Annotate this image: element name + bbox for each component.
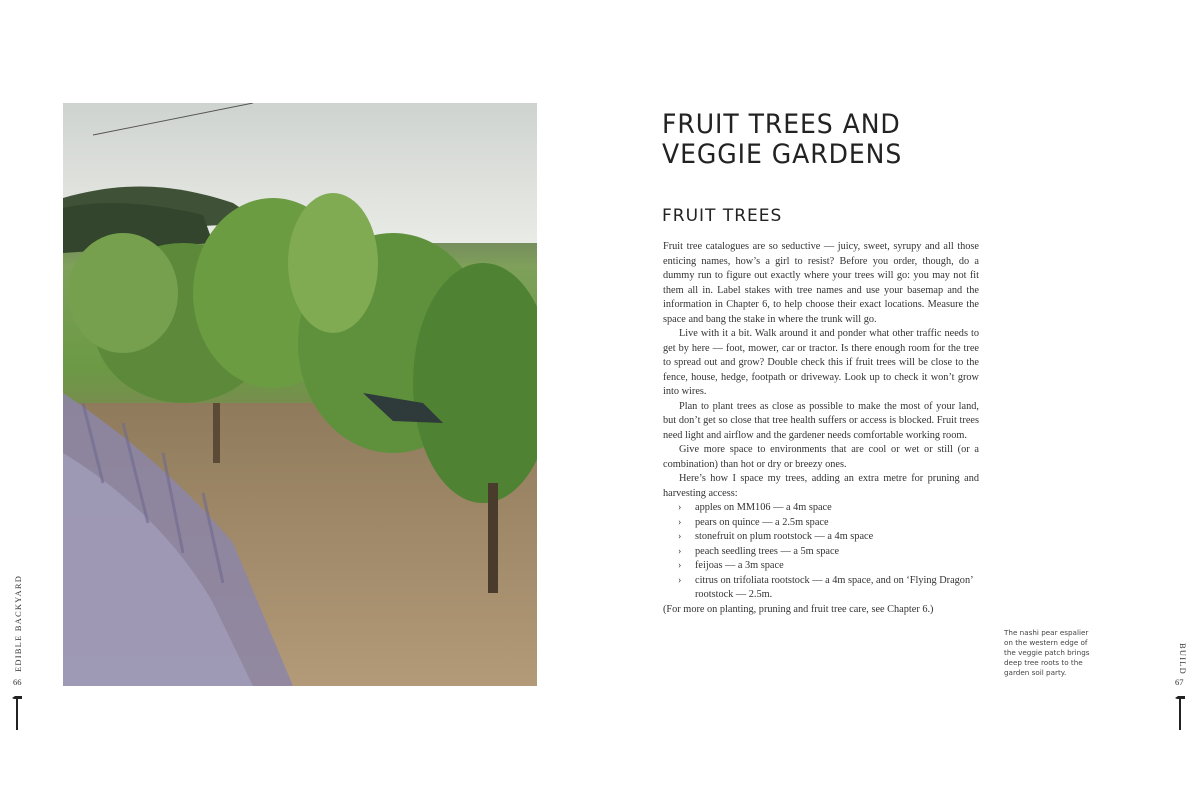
paragraph: Here’s how I space my trees, adding an extra metre for pruning and harvesting access:	[663, 473, 979, 499]
tree-spacing-list	[663, 501, 979, 603]
garden-fork-icon	[1174, 696, 1186, 737]
list-marker: ›	[678, 545, 682, 557]
running-head-left: EDIBLE BACKYARD	[13, 574, 23, 672]
running-head-right: BUILD	[1178, 643, 1188, 675]
list-marker: ›	[678, 574, 682, 586]
body-text	[663, 240, 979, 617]
list-item: › apples on MM106 — a 4m space	[695, 501, 979, 516]
page-number-right: 67	[1175, 677, 1184, 687]
list-marker: ›	[678, 502, 682, 513]
paragraph: Fruit tree catalogues are so seductive — juicy, sweet, syrupy and all those enticing names, how’s a girl to resist? Before you order, though, do a dummy run to figure out exactly where your trees will go: you may not fit them all in. Label stakes with tree names and use your basemap and the information in Chapter 6, to help choose their exact locations. Measure the space and bang the stake in where the trunk will go.	[663, 241, 979, 325]
list-marker: ›	[678, 560, 682, 571]
paragraph: Give more space to environments that are cool or wet or still (or a combination) than hot or dry or breezy ones.	[663, 444, 979, 470]
list-item: › citrus on trifoliata rootstock — a 4m space, and on ‘Flying Dragon’ rootstock — 2.5m.	[678, 574, 973, 600]
paragraph: Plan to plant trees as close as possible to make the most of your land, but don’t get so close that tree health suffers or access is blocked. Fruit trees need light and airflow and the gardener needs comfortable working room.	[663, 400, 979, 441]
list-item: › stonefruit on plum rootstock — a 4m space	[695, 530, 979, 545]
list-marker: ›	[678, 516, 682, 528]
garden-fork-icon	[11, 696, 23, 737]
list-item: › feijoas — a 3m space	[695, 559, 979, 574]
garden-photo	[63, 103, 537, 686]
page-number-left: 66	[13, 677, 22, 687]
page-title: FRUIT TREES AND VEGGIE GARDENS	[662, 109, 903, 170]
list-item: › peach seedling trees — a 5m space	[695, 545, 979, 560]
section-heading: FRUIT TREES	[662, 206, 783, 226]
paragraph: Live with it a bit. Walk around it and ponder what other traffic needs to get by here — foot, mower, car or tractor. Is there enough room for the tree to spread out and grow? Double check this if fruit trees will be close to the fence, house, hedge, footpath or driveway. Look up to check it won’t grow into wires.	[663, 328, 979, 397]
list-item: › pears on quince — a 2.5m space	[695, 516, 979, 531]
photo-caption: The nashi pear espalier on the western edge of the veggie patch brings deep tree roots to the garden soil party.	[1004, 628, 1090, 677]
list-marker: ›	[678, 531, 682, 542]
paragraph: (For more on planting, pruning and fruit tree care, see Chapter 6.)	[663, 603, 934, 615]
